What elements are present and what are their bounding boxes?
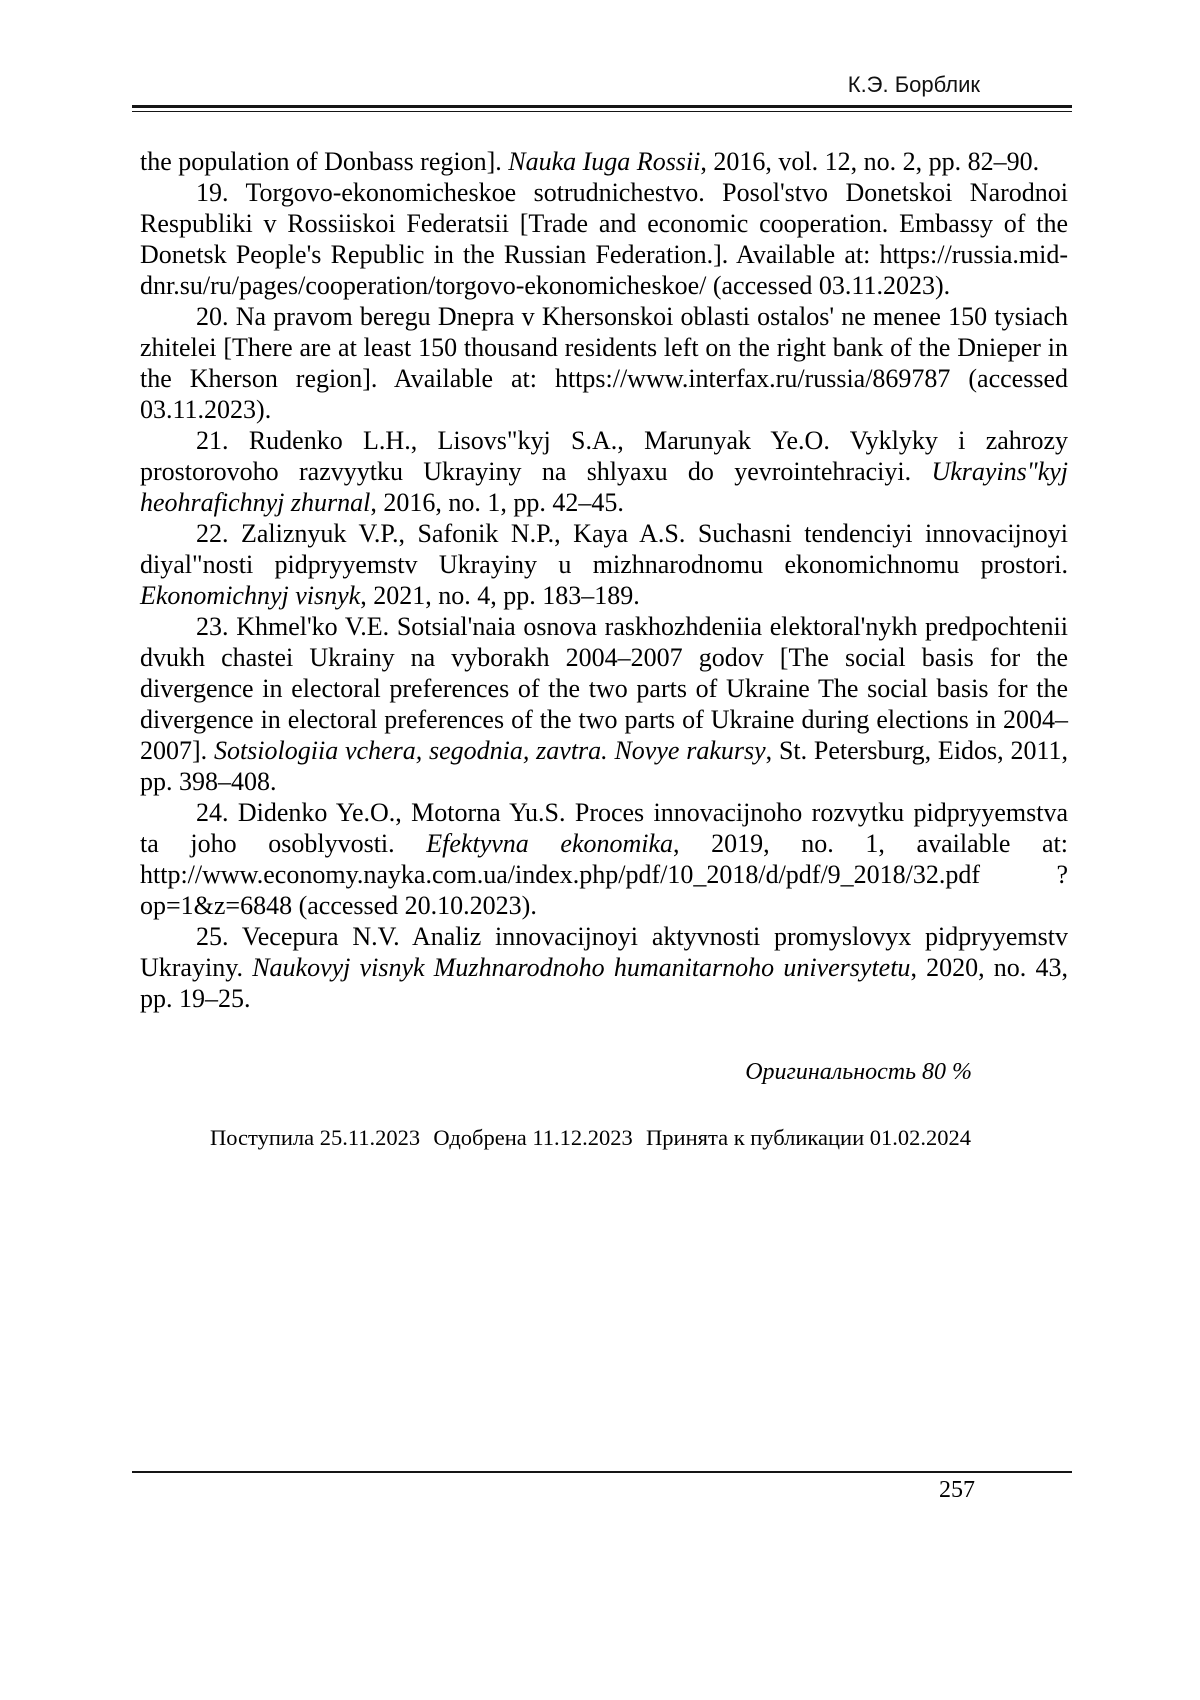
date-received: Поступила 25.11.2023 [210,1125,421,1150]
ref-text: 25. Vecepura N.V. Analiz innovacijnoyi aktyvnosti promyslovyx pidpryyemstv Ukrayiny. [140,922,1068,982]
reference-21 [140,425,1068,518]
reference-19 [140,177,1068,301]
ref-text: 19. Torgovo-ekonomicheskoe sotrudnichestvo. Posol'stvo Donetskoi Narodnoi Respubliki v Rossiiskoi Federatsii [Trade and economic cooperation. Embassy of the Donetsk People's Republic in the Russian Federation.]. Available at: https://russia.mid-dnr.su/ru/pages/cooperation/torgovo-ekonomicheskoe/ (accessed 03.11.2023). [140,178,1068,300]
footer-rule [132,1471,1072,1473]
ref-text: , St. Petersburg, Eidos, 2011, pp. 398–408. [140,736,1068,796]
originality-note: Оригинальность 80 % [745,1059,972,1085]
running-head-author: К.Э. Борблик [847,72,980,97]
ref-journal-title: Sotsiologiia vchera, segodnia, zavtra. Novye rakursy [213,736,766,765]
reference-20 [140,301,1068,425]
page-header [140,72,1068,112]
references-section [140,146,1068,1014]
reference-24 [140,797,1068,921]
reference-25 [140,921,1068,1014]
ref-text: , 2016, vol. 12, no. 2, pp. 82–90. [700,147,1040,176]
ref-text: , 2020, no. 43, pp. 19–25. [140,953,1068,1013]
ref-text: , 2016, no. 1, pp. 42–45. [370,488,624,517]
ref-journal-title: Nauka Iuga Rossii [508,147,701,176]
ref-journal-title: Efektyvna ekonomika [426,829,674,858]
ref-text: 23. Khmel'ko V.E. Sotsial'naia osnova raskhozhdeniia elektoral'nykh predpochtenii dvukh chastei Ukrainy na vyborakh 2004–2007 godov [The social basis for the divergence in electoral preferences of the two parts of Ukraine The social basis for the divergence in electoral preferences of the two parts of Ukraine during elections in 2004–2007]. [140,612,1068,765]
ref-text: , 2019, no. 1, available at: http://www.economy.nayka.com.ua/index.php/pdf/10_2018/d/pdf/9_2018/32.pdf ?op=1&z=6848 (accessed 20.10.2023). [140,829,1068,920]
reference-23 [140,611,1068,797]
submission-dates [140,1124,1068,1151]
date-approved: Одобрена 11.12.2023 [433,1125,633,1150]
header-rule [132,105,1072,112]
ref-journal-title: Ekonomichnyj visnyk [140,581,361,610]
date-accepted: Принята к публикации 01.02.2024 [646,1125,971,1150]
reference-18-continuation [140,146,1068,177]
ref-text: the population of Donbass region]. [140,147,509,176]
ref-text: , 2021, no. 4, pp. 183–189. [360,581,640,610]
ref-journal-title: Ukrayins"kyj heohrafichnyj zhurnal [140,457,1068,517]
page-number: 257 [939,1477,975,1503]
ref-text: 21. Rudenko L.H., Lisovs"kyj S.A., Marunyak Ye.O. Vyklyky i zahrozy prostorovoho razvyytku Ukrayiny na shlyaxu do yevrointehraciyi. [140,426,1068,486]
reference-22 [140,518,1068,611]
ref-text: 20. Na pravom beregu Dnepra v Khersonskoi oblasti ostalos' ne menee 150 tysiach zhitelei [There are at least 150 thousand residents left on the right bank of the Dnieper in the Kherson region]. Available at: https://www.interfax.ru/russia/869787 (accessed 03.11.2023). [140,302,1068,424]
ref-text: 24. Didenko Ye.O., Motorna Yu.S. Proces innovacijnoho rozvytku pidpryyemstva ta joho osoblyvosti. [140,798,1068,858]
ref-journal-title: Naukovyj visnyk Muzhnarodnoho humanitarnoho universytetu [252,953,911,982]
ref-text: 22. Zaliznyuk V.P., Safonik N.P., Kaya A.S. Suchasni tendenciyi innovacijnoyi diyal"nosti pidpryyemstv Ukrayiny u mizhnarodnomu ekonomichnomu prostori. [140,519,1068,579]
page-footer [132,1471,1072,1504]
